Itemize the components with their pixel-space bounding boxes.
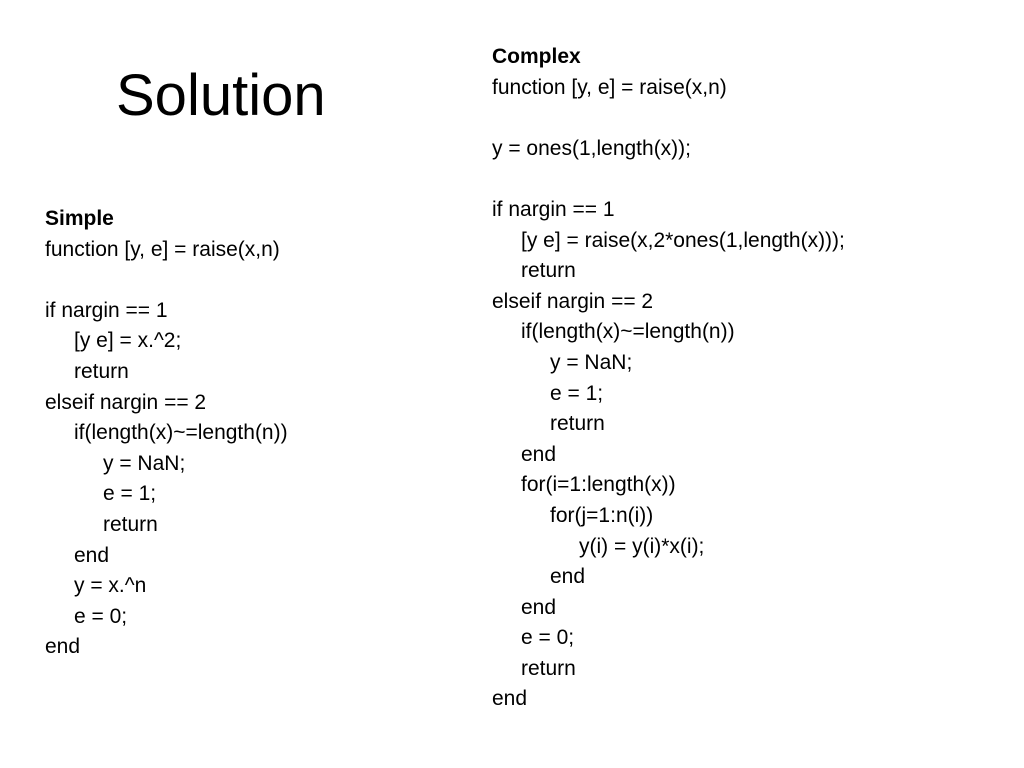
simple-code-block	[45, 204, 288, 663]
code-line: elseif nargin == 2	[45, 390, 207, 414]
code-line: [y e] = raise(x,2*ones(1,length(x)));	[521, 228, 845, 252]
code-line: end	[521, 595, 557, 619]
code-line: end	[45, 635, 81, 659]
code-line: elseif nargin == 2	[492, 289, 654, 313]
code-line: return	[521, 259, 576, 283]
code-line: end	[492, 687, 528, 711]
code-line: for(i=1:length(x))	[521, 473, 676, 497]
code-line: return	[103, 512, 158, 536]
code-line: [y e] = x.^2;	[74, 329, 182, 353]
code-line: y = NaN;	[103, 451, 186, 475]
code-line: if(length(x)~=length(n))	[74, 421, 288, 445]
code-line	[45, 265, 288, 296]
code-line: e = 0;	[74, 604, 128, 628]
code-line: end	[521, 442, 557, 466]
code-line: e = 1;	[550, 381, 604, 405]
code-line: if(length(x)~=length(n))	[521, 320, 735, 344]
code-line: if nargin == 1	[492, 197, 615, 221]
code-line: if nargin == 1	[45, 298, 168, 322]
code-line: return	[74, 359, 129, 383]
complex-heading: Complex	[492, 45, 581, 68]
code-line: function [y, e] = raise(x,n)	[45, 237, 280, 261]
simple-heading: Simple	[45, 207, 114, 230]
code-line: y = ones(1,length(x));	[492, 136, 692, 160]
code-line	[492, 103, 845, 134]
code-line: end	[74, 543, 110, 567]
code-line: for(j=1:n(i))	[550, 503, 654, 527]
code-line	[492, 164, 845, 195]
code-line: y = NaN;	[550, 350, 633, 374]
complex-code-block	[492, 42, 845, 715]
code-line: function [y, e] = raise(x,n)	[492, 75, 727, 99]
code-line: return	[550, 412, 605, 436]
code-line: y = x.^n	[74, 574, 147, 598]
code-line: y(i) = y(i)*x(i);	[579, 534, 705, 558]
code-line: e = 1;	[103, 482, 157, 506]
slide-title: Solution	[116, 63, 326, 128]
code-line: end	[550, 565, 586, 589]
code-line: e = 0;	[521, 626, 575, 650]
code-line: return	[521, 656, 576, 680]
